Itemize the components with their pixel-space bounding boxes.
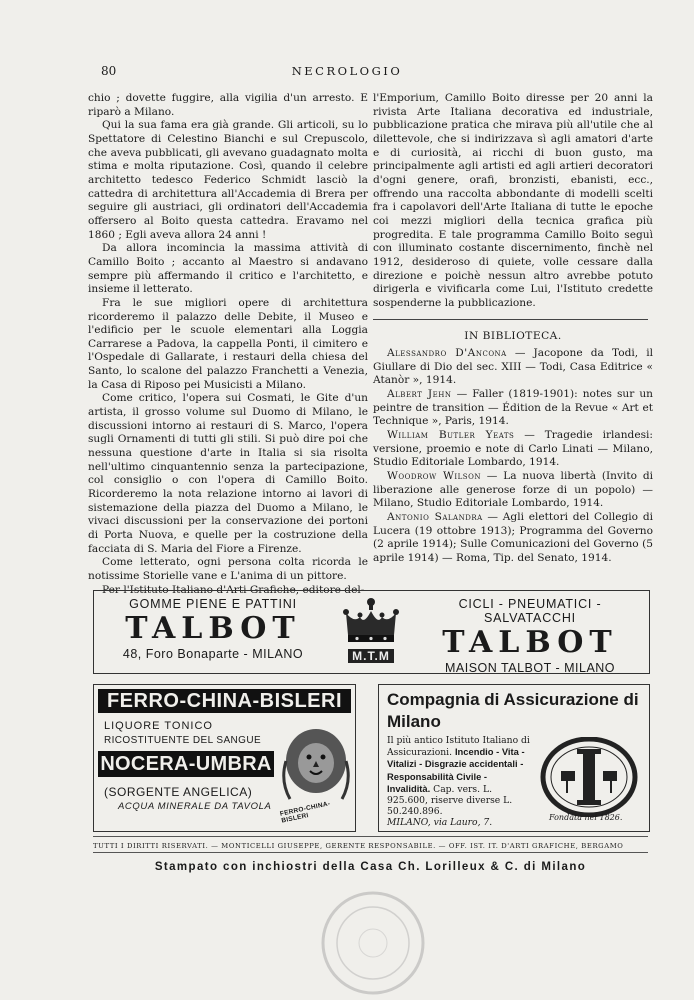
ad-brand: FERRO-CHINA-BISLERI — [98, 689, 351, 713]
printer-credit: Stampato con inchiostri della Casa Ch. Lorilleux & C. di Milano — [154, 861, 587, 873]
left-column — [88, 92, 368, 597]
mtm-mark: M.T.M — [348, 649, 394, 663]
paragraph: Qui la sua fama era già grande. Gli articoli, su lo Spettatore di Celestino Bianchi e sul Crepuscolo, che aveva pubblicati, gli avevano guadagnato molta stima e molta riputazione. Così, quando il celebre architetto tedesco Federico Schmidt lasciò la cattedra di architettura all'Accademia di Brera per seguire gli austriaci, gli ordinatori dell'Accademia offersero al Boito questa cattedra. Eravamo nel 1860 ; Egli aveva allora 24 anni ! — [88, 119, 368, 241]
ad-line: LIQUORE TONICO — [104, 720, 213, 732]
biblio-entry — [373, 388, 653, 429]
biblio-entry — [373, 429, 653, 470]
ad-brand: TALBOT — [442, 625, 618, 660]
ad-founded: Fondata nel 1826. — [549, 813, 623, 822]
biblio-text: — La nuova libertà (Invito di liberazione alle generose forze di un popolo) — Milano, Studio Editoriale Lombardo, 1914. — [373, 470, 653, 510]
ad-brand: Compagnia di Assicurazione di Milano — [387, 690, 639, 731]
ad-brand: NOCERA-UMBRA — [98, 751, 274, 777]
paragraph: l'Emporium, Camillo Boito diresse per 20 anni la rivista Arte Italiana decorativa ed industriale, pubblicazione pratica che mirava più all'utile che al dilettevole, che si indirizzava sì agli amatori d'arte e di curiosità, ai ricchi di buon gusto, ma principalmente agli artisti ed agli artieri decoratori d'ogni genere, orafi, bronzisti, ebanisti, ecc., offrendo una raccolta abbondante di modelli scelti fra i capolavori dell'Arte Italiana di tutte le epoche coi mezzi migliori della tecnica grafica più progredita. E tale programma Camillo Boito seguì con illuminato costante discernimento, finchè nel 1912, desideroso di quiete, volle cessare dalla direzione e poichè nessun altro avrebbe potuto dirigerla e vivificarla come Lui, l'Istituto credette sospenderne la pubblicazione. — [373, 92, 653, 309]
ad-line: RICOSTITUENTE DEL SANGUE — [104, 735, 262, 746]
biblio-author: William Butler Yeats — [387, 429, 515, 442]
ad-line: Il più antico Istituto Italiano di Assicurazioni. — [387, 735, 530, 759]
page-number: 80 — [101, 64, 117, 78]
right-column — [373, 92, 653, 566]
biblio-text: — Tragedie irlandesi: versione, proemio e note di Carlo Linati — Milano, Studio Editoriale Lombardo, 1914. — [373, 429, 653, 469]
paragraph: Come letterato, ogni persona colta ricorda le notissime Storielle vane e L'anima di un pittore. — [88, 556, 368, 582]
page-header — [0, 64, 694, 82]
ad-brand: TALBOT — [125, 611, 301, 646]
biblio-author: Woodrow Wilson — [387, 470, 481, 483]
biblio-author: Antonio Salandra — [387, 511, 483, 524]
paragraph: chio ; dovette fuggire, alla vigilia d'un arresto. E riparò a Milano. — [88, 92, 368, 118]
biblio-author: Alessandro D'Ancona — [387, 347, 507, 360]
talbot-ad-left — [98, 597, 328, 661]
paragraph: Come critico, l'opera sui Cosmati, le Gite d'un artista, il grosso volume sul Duomo di Milano, le discussioni intorno ai restauri di S. Marco, l'opera sugli Ornamenti di tutti gli stili. Si può dire poi che nessuna questione d'arte in Italia si sia risolta nell'ultimo cinquantennio senza la partecipazione, col consiglio o con l'opera di Camillo Boito. Ricorderemo la nota relazione intorno ai lavori di sistemazione della piazza del Duomo a Milano, le vivaci discussioni per la conservazione dei portoni di Porta Nuova, e quelle per la costruzione della facciata di S. Maria del Fiore a Firenze. — [88, 392, 368, 555]
library-stamp-icon — [318, 888, 428, 998]
paragraph: Fra le sue migliori opere di architettura ricorderemo il palazzo delle Debite, il Museo e l'edificio per le scuole elementari alla Loggia Carrarese a Padova, la cappella Ponti, il cimitero e l'Ospedale di Gallarate, i restauri della chiesa del Santo, lo scalone del palazzo Franchetti a Venezia, la Casa di Riposo pei Musicisti a Milano. — [88, 296, 368, 391]
ad-address: MILANO, via Lauro, 7. — [387, 817, 493, 829]
ad-line: Cap. vers. L. 925.600, riserve diverse L. 50.240.896. — [387, 783, 513, 818]
ad-tagline: CICLI - PNEUMATICI - SALVATACCHI — [458, 597, 602, 625]
ad-line: (SORGENTE ANGELICA) — [104, 785, 253, 799]
footer-divider — [93, 852, 648, 853]
biblio-author: Albert Jehn — [387, 388, 452, 401]
biblio-text: — Jacopone da Todi, il Giullare di Dio del sec. XIII — Todi, Casa Editrice « Atanòr », 1914. — [373, 347, 653, 387]
biblio-text: — Agli elettori del Collegio di Lucera (19 ottobre 1913); Programma del Governo (2 aprile 1914); Sulle Comunicazioni del Governo (5 aprile 1914) — Roma, Tip. del Senato, 1914. — [373, 511, 653, 564]
biblio-entry — [373, 511, 653, 566]
ad-line: ACQUA MINERALE DA TAVOLA — [118, 801, 272, 812]
talbot-ad-right — [415, 597, 645, 675]
ad-address: 48, Foro Bonaparte - MILANO — [122, 647, 304, 661]
biblio-entry — [373, 470, 653, 511]
footer-divider — [93, 836, 648, 837]
paragraph: Da allora incomincia la massima attività di Camillo Boito ; accanto al Maestro si andavano sempre più affermando il critico e l'architetto, e insieme il letterato. — [88, 242, 368, 296]
ad-tagline: GOMME PIENE E PATTINI — [129, 597, 297, 611]
compagnia-assicurazione-ad — [378, 684, 650, 832]
biblio-entry — [373, 347, 653, 388]
biblio-text: — Faller (1819-1901): notes sur un peintre de transition — Édition de la Revue « Art et Technique », Paris, 1914. — [373, 388, 653, 428]
section-title: IN BIBLIOTECA. — [464, 329, 562, 342]
ferro-china-ad — [93, 684, 356, 832]
section-divider — [373, 319, 648, 320]
paragraph: Per l'Istituto Italiano d'Arti Grafiche, editore del- — [102, 583, 365, 596]
crown-icon — [342, 597, 400, 645]
emblem-icon — [539, 737, 639, 817]
footer-rights: TUTTI I DIRITTI RISERVATI. — MONTICELLI GIUSEPPE, GERENTE RESPONSABILE. — OFF. IST. IT. D'ARTI GRAFICHE, BERGAMO — [93, 842, 624, 850]
talbot-ad — [93, 590, 650, 674]
ad-line: Incendio - Vita - Vitalizi - Disgrazie accidentali - Responsabilità Civile - Invalidità. — [387, 746, 525, 794]
ad-body — [387, 735, 532, 829]
running-title: NECROLOGIO — [291, 64, 403, 78]
ad-address: MAISON TALBOT - MILANO — [444, 661, 616, 675]
ad-badge: FERRO-CHINA-BISLERI — [279, 800, 331, 825]
crown-logo — [338, 597, 404, 667]
